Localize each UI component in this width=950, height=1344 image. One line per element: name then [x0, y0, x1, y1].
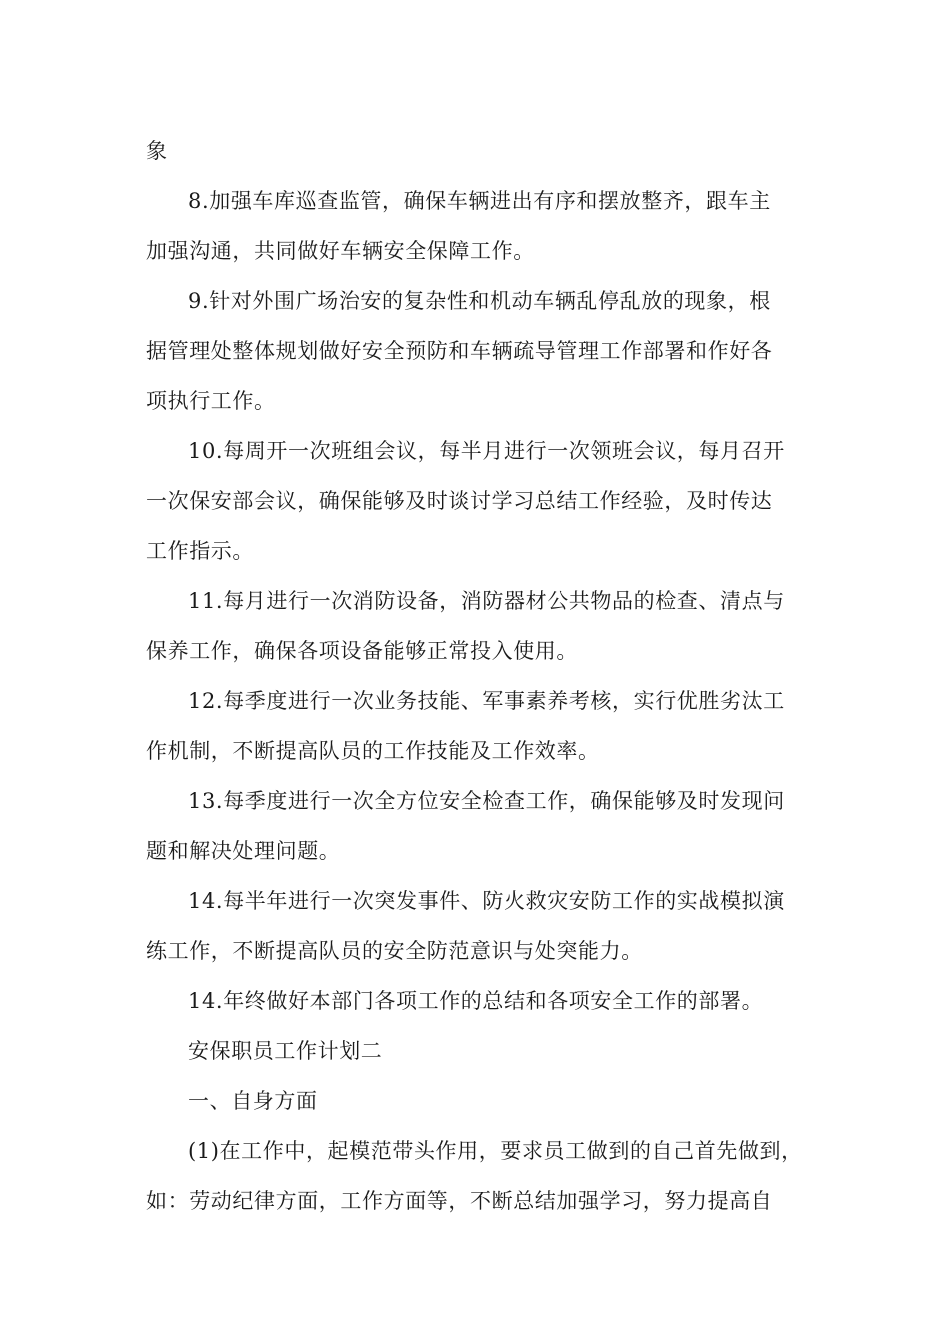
list-item-12-line-1: 12.每季度进行一次业务技能、军事素养考核，实行优胜劣汰工 — [188, 689, 785, 713]
list-item-14-line-1: 14.每半年进行一次突发事件、防火救灾安防工作的实战模拟演 — [188, 889, 785, 913]
list-item-14-line-2: 练工作，不断提高队员的安全防范意识与处突能力。 — [146, 939, 643, 963]
paragraph-line-2: 如：劳动纪律方面，工作方面等，不断总结加强学习，努力提高自 — [146, 1189, 773, 1213]
text-line: 象 — [146, 139, 168, 163]
list-item-8-line-2: 加强沟通，共同做好车辆安全保障工作。 — [146, 239, 535, 263]
list-item-10-line-3: 工作指示。 — [146, 539, 254, 563]
list-item-10-line-1: 10.每周开一次班组会议，每半月进行一次领班会议，每月召开 — [188, 439, 785, 463]
list-item-9-line-3: 项执行工作。 — [146, 389, 276, 413]
list-item-12-line-2: 作机制，不断提高队员的工作技能及工作效率。 — [146, 739, 600, 763]
list-item-13-line-1: 13.每季度进行一次全方位安全检查工作，确保能够及时发现问 — [188, 789, 785, 813]
list-item-8-line-1: 8.加强车库巡查监管，确保车辆进出有序和摆放整齐，跟车主 — [188, 189, 771, 213]
list-item-11-line-1: 11.每月进行一次消防设备，消防器材公共物品的检查、清点与 — [188, 589, 785, 613]
list-item-14b: 14.年终做好本部门各项工作的总结和各项安全工作的部署。 — [188, 989, 764, 1013]
section-title: 安保职员工作计划二 — [188, 1039, 383, 1063]
list-item-13-line-2: 题和解决处理问题。 — [146, 839, 341, 863]
section-heading: 一、自身方面 — [188, 1089, 318, 1113]
list-item-9-line-2: 据管理处整体规划做好安全预防和车辆疏导管理工作部署和作好各 — [146, 339, 773, 363]
list-item-11-line-2: 保养工作，确保各项设备能够正常投入使用。 — [146, 639, 578, 663]
list-item-10-line-2: 一次保安部会议，确保能够及时谈讨学习总结工作经验，及时传达 — [146, 489, 773, 513]
paragraph-line-1: (1)在工作中，起模范带头作用，要求员工做到的自己首先做到， — [188, 1139, 803, 1163]
list-item-9-line-1: 9.针对外围广场治安的复杂性和机动车辆乱停乱放的现象，根 — [188, 289, 771, 313]
